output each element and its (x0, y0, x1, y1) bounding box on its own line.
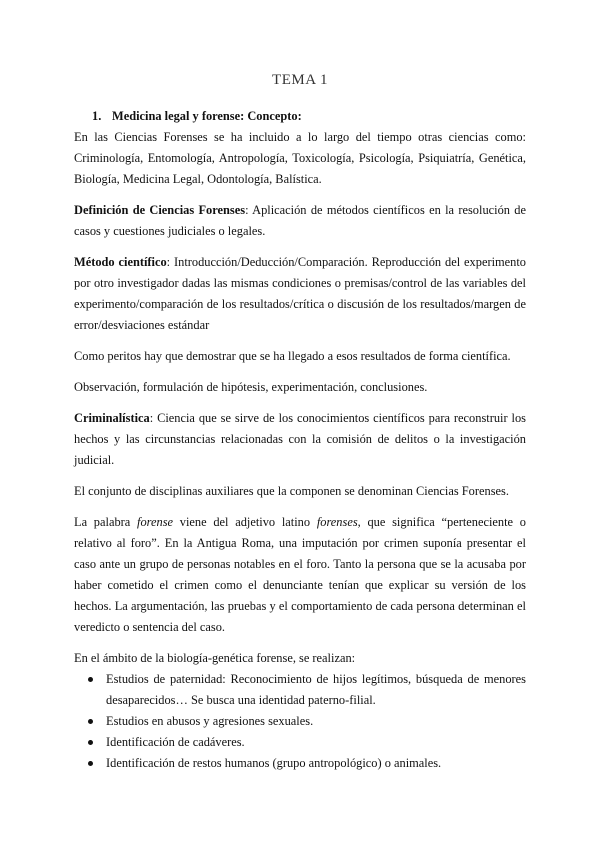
list-item (74, 732, 526, 753)
etymology-text-3: , que significa “perteneciente o relativo al foro”. En la Antigua Roma, una imputación por crimen suponía presentar el caso ante un grupo de personas notables en el foro. Tanto la persona que se la acusaba por haber cometido el crimen como el denunciante tenían que explicar su versión de los hechos. La argumentación, las pruebas y el comportamiento de cada persona determinan el veredicto o sentencia del caso. (74, 515, 526, 634)
list-item-text: Identificación de restos humanos (grupo antropológico) o animales. (106, 756, 442, 770)
method-text: : Introducción/Deducción/Comparación. Reproducción del experimento por otro investigador dadas las mismas condiciones o premisas/control de las variables del experimento/comparación de los resultados/crítica o discusión de los resultados/margen de error/desviaciones estándar (74, 255, 526, 332)
method-paragraph (74, 252, 526, 336)
list-item (74, 753, 526, 774)
bullet-list (74, 669, 526, 774)
list-item (74, 711, 526, 732)
etymology-text-1: La palabra (74, 515, 137, 529)
definition-term: Definición de Ciencias Forenses (74, 203, 246, 217)
observation-paragraph: Observación, formulación de hipótesis, experimentación, conclusiones. (74, 380, 428, 394)
etymology-word-forense: forense (137, 515, 174, 529)
bullet-icon (88, 740, 93, 745)
method-term: Método científico (74, 255, 167, 269)
disciplines-paragraph: El conjunto de disciplinas auxiliares que la componen se denominan Ciencias Forenses. (74, 484, 509, 498)
criminalistics-text: : Ciencia que se sirve de los conocimientos científicos para reconstruir los hechos y las circunstancias relacionadas con la comisión de delitos o la investigación judicial. (74, 411, 526, 467)
bullet-icon (88, 677, 93, 682)
document-body (74, 106, 526, 774)
intro-paragraph: En las Ciencias Forenses se ha incluido a lo largo del tiempo otras ciencias como: Criminología, Entomología, Antropología, Toxicología, Psicología, Psiquiatría, Genética, Biología, Medicina Legal, Odontología, Balística. (74, 130, 526, 186)
list-item-text: Estudios de paternidad: Reconocimiento de hijos legítimos, búsqueda de menores desaparecidos… Se busca una identidad paterno-filial. (106, 672, 526, 707)
bullet-icon (88, 719, 93, 724)
definition-text: : Aplicación de métodos científicos en la resolución de casos y cuestiones judiciales o legales. (74, 203, 526, 238)
page-title: TEMA 1 (272, 72, 328, 88)
list-item-text: Estudios en abusos y agresiones sexuales. (106, 714, 314, 728)
section-number: 1. (92, 109, 102, 123)
etymology-word-forenses: forenses (316, 515, 358, 529)
section-heading (74, 106, 526, 127)
scope-paragraph: En el ámbito de la biología-genética forense, se realizan: (74, 651, 356, 665)
criminalistics-term: Criminalística (74, 411, 150, 425)
list-item (74, 669, 526, 711)
criminalistics-paragraph (74, 408, 526, 471)
etymology-text-2: viene del adjetivo latino (173, 515, 317, 529)
bullet-icon (88, 761, 93, 766)
list-item-text: Identificación de cadáveres. (106, 735, 245, 749)
etymology-paragraph (74, 512, 526, 638)
definition-paragraph (74, 200, 526, 242)
section-title: Medicina legal y forense: Concepto: (112, 109, 302, 123)
experts-paragraph: Como peritos hay que demostrar que se ha llegado a esos resultados de forma científica. (74, 349, 511, 363)
